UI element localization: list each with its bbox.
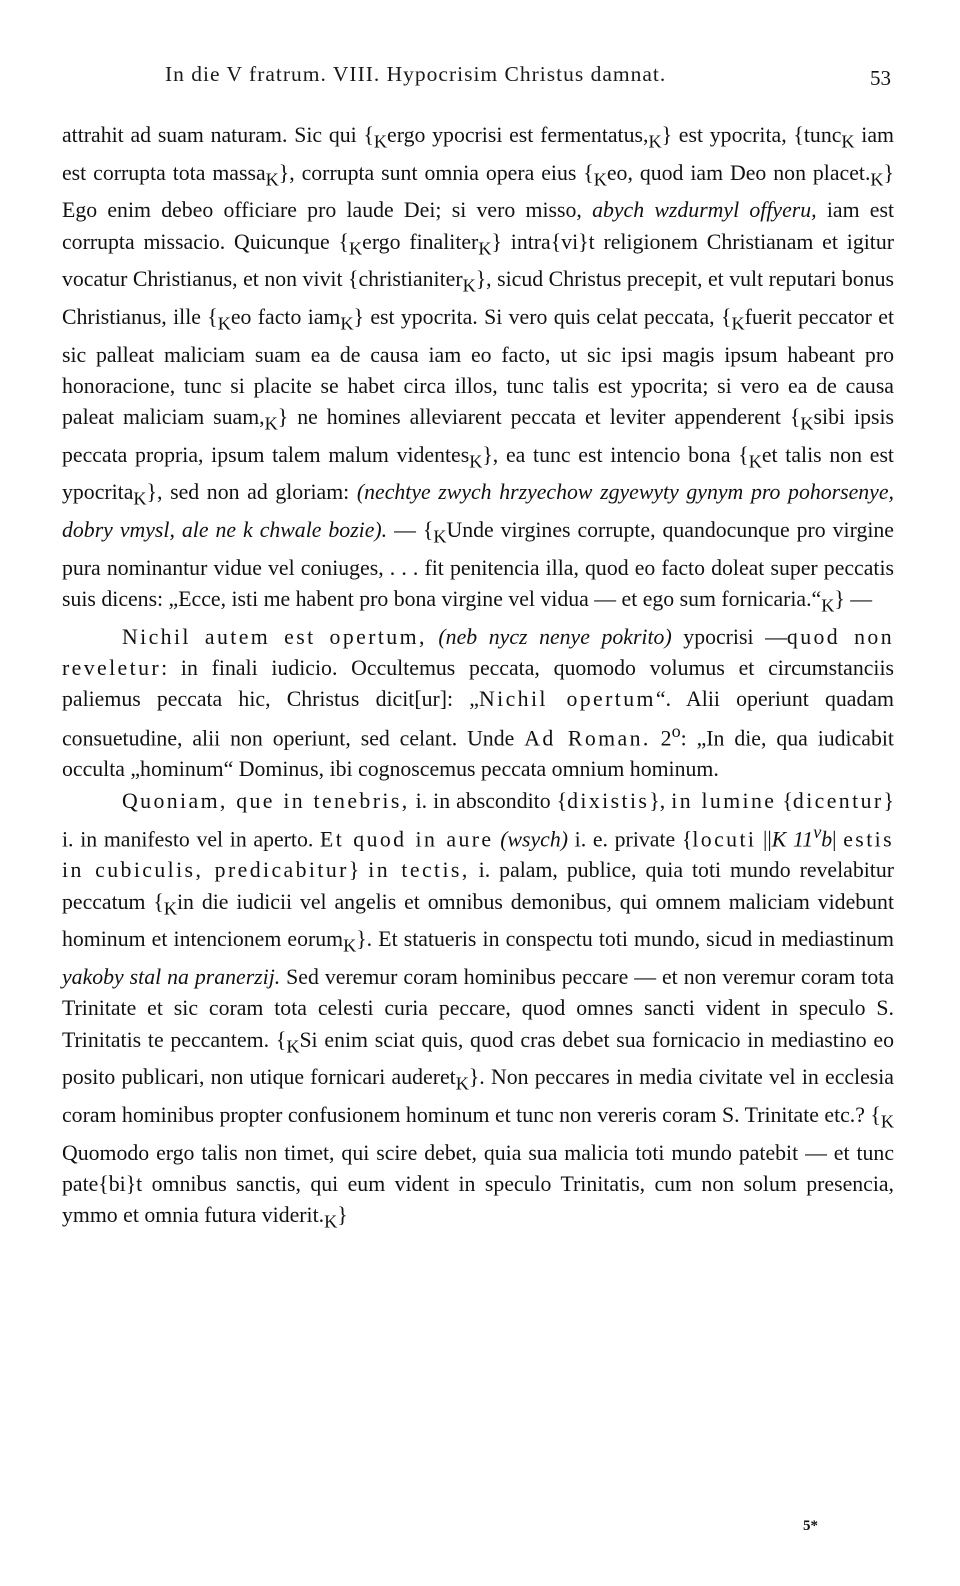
text-run: ergo ypocrisi est fermentatus,: [387, 123, 649, 147]
spaced-run: dixistis: [567, 788, 650, 813]
text-index: K: [593, 169, 607, 190]
text-index: K: [880, 1111, 894, 1132]
text-run: }: [348, 858, 369, 883]
text-index: o: [671, 720, 681, 741]
spaced-run: estis in cubiculis, predicabitur: [62, 827, 894, 883]
text-index: K: [433, 526, 447, 547]
text-run: : „In die, qua iudicabit occulta „hominum“ Dominus, ibi cognoscemus peccata omnium hominum.: [62, 725, 894, 782]
italic-run: (wsych): [500, 827, 568, 852]
spaced-run: locuti: [692, 827, 757, 852]
text-run: ergo finaliter: [362, 229, 479, 254]
text-run: ypocrisi —: [671, 624, 787, 649]
italic-run: b: [821, 827, 833, 852]
text-run: i. e. private {: [567, 827, 693, 852]
paragraph: [62, 622, 894, 786]
text-index: K: [324, 1211, 338, 1232]
text-run: {: [776, 788, 793, 813]
text-run: }. Et statueris in conspectu toti mundo, sicud in mediastinum: [356, 927, 894, 952]
text-run: sibi ipsis peccata propria, ipsum talem malum videntes: [62, 405, 895, 467]
text-run: }, corrupta sunt omnia opera eius {: [278, 160, 594, 185]
text-run: Si enim sciat quis, quod cras debet sua fornicacio in mediastino eo posito publicari, non utique fornicari auderet: [62, 1027, 894, 1090]
paragraph: [62, 786, 894, 1238]
text-run: Quomodo ergo talis non timet, qui scire debet, quia sua malicia toti mundo patebit — et tunc pate{bi}t omnibus sanctis, qui eum vident in speculo Trinitatis, cum non solum presencia, ymmo et omnia futura viderit.: [62, 1140, 894, 1228]
text-index: K: [455, 1073, 469, 1094]
text-run: iam est corrupta tota massa: [62, 123, 894, 185]
text-index: K: [478, 237, 492, 258]
text-index: K: [731, 313, 745, 334]
text-run: } —: [834, 587, 873, 612]
italic-run: (nechtye zwych hrzyechow zgyewyty gynym pro pohorsenye, dobry vmysl, ale ne k chwale bozie).: [62, 480, 894, 543]
text-run: }, sed non ad gloriam:: [146, 480, 357, 505]
text-index: K: [349, 237, 363, 258]
text-run: Sed veremur coram hominibus peccare — et non veremur coram tota Trinitate et sic coram tota celesti curia peccare, quod omnes sancti vident in speculo S. Trinitatis te peccantem. {: [62, 964, 894, 1052]
text-run: }, sicud Christus precepit, et vult reputari bonus Christianus, ille {: [62, 267, 894, 329]
text-run: : in finali iudicio. Occultemus peccata, quomodo volumus et circumstanciis paliemus peccata hic, Christus dicit[ur]: „: [62, 656, 894, 712]
text-run: } i. in manifesto vel in aperto.: [62, 788, 894, 852]
running-head: In die V fratrum. VIII. Hypocrisim Christus damnat.: [165, 62, 667, 86]
spaced-run: in tectis,: [368, 858, 470, 883]
paragraph: [62, 120, 894, 622]
text-index: K: [648, 131, 662, 152]
text-index: v: [813, 821, 822, 842]
signature-mark: 5*: [803, 1518, 818, 1534]
text-index: K: [264, 413, 278, 434]
text-index: K: [462, 275, 476, 296]
spaced-run: quod non reveletur: [62, 624, 894, 681]
text-index: K: [133, 488, 147, 509]
text-run: “. Alii operiunt quadam consuetudine, alii non operiunt, sed celant. Unde: [62, 687, 894, 750]
italic-run: K 11: [771, 827, 814, 852]
text-index: K: [265, 169, 279, 190]
text-index: K: [870, 169, 884, 190]
text-index: K: [748, 451, 762, 472]
text-run: 2: [650, 725, 672, 750]
spaced-run: Quoniam, que in tenebris,: [122, 788, 410, 813]
text-run: iam est corrupta missacio. Quicunque {: [62, 198, 894, 254]
text-run: — {: [387, 518, 434, 543]
spaced-run: Ad Roman.: [524, 725, 651, 750]
page-number: 53: [870, 66, 891, 90]
text-run: fuerit peccator et sic palleat maliciam suam ea de causa iam eo facto, ut sic ipsi magis ipsum habeant pro honoracione, tunc si placite se habet circa illos, tunc talis est ypocrita; si vero ea de causa paleat maliciam suam,: [62, 304, 895, 430]
spaced-run: Et quod in aure: [320, 827, 494, 852]
text-run: in die iudicii vel angelis et omnibus demonibus, qui omnem maliciam videbunt hominum et intencionem eorum: [62, 889, 895, 952]
text-run: } Ego enim debeo officiare pro laude Dei; si vero misso,: [62, 160, 894, 223]
text-run: attrahit ad suam naturam. Sic qui {: [62, 123, 374, 147]
italic-run: abych wzdurmyl offyeru,: [592, 198, 817, 223]
text-run: } intra{vi}t religionem Christianam et igitur vocatur Christianus, et non vivit {christianiter: [62, 229, 894, 292]
text-run: } est ypocrita. Si vero quis celat peccata, {: [353, 304, 732, 329]
text-run: } ne homines alleviarent peccata et leviter appenderent {: [277, 405, 801, 430]
text-run: i. in abscondito {: [409, 788, 568, 813]
text-index: K: [373, 131, 388, 152]
text-run: [427, 625, 439, 649]
text-run: et talis non est ypocrita: [62, 442, 894, 505]
body-text: [62, 120, 894, 1238]
text-run: }: [337, 1203, 348, 1228]
text-index: K: [343, 935, 357, 956]
text-index: K: [821, 595, 835, 616]
spaced-run: Nichil autem est opertum,: [122, 624, 427, 649]
text-index: K: [800, 413, 814, 434]
spaced-run: in lumine: [671, 788, 777, 813]
text-run: eo facto iam: [230, 304, 341, 329]
text-index: K: [340, 313, 354, 334]
text-run: ||: [756, 827, 772, 852]
text-run: }, ea tunc est intencio bona {: [482, 442, 749, 467]
text-index: K: [217, 313, 231, 334]
spaced-run: dicentur: [792, 788, 884, 813]
text-index: K: [163, 898, 177, 919]
text-run: Unde virgines corrupte, quandocunque pro virgine pura nominantur vidue vel coniuges, . . . fit penitencia illa, quod eo facto doleat super peccatis suis dicens: „Ecce, isti me habent pro bona virgine vel vidua — et ego sum fornicaria.“: [62, 518, 894, 612]
text-run: } est ypocrita, {tunc: [661, 123, 842, 147]
text-run: },: [649, 788, 672, 813]
text-run: }. Non peccares in media civitate vel in ecclesia coram hominibus propter confusionem hominum et tunc non vereris coram S. Trinitate etc.? {: [62, 1065, 894, 1127]
spaced-run: Nichil opertum: [478, 687, 656, 712]
italic-run: yakoby stal na pranerzij.: [62, 964, 281, 989]
text-index: K: [286, 1035, 300, 1056]
text-index: K: [469, 451, 483, 472]
text-run: eo, quod iam Deo non placet.: [606, 160, 871, 185]
italic-run: (neb nycz nenye pokrito): [438, 624, 672, 649]
text-index: K: [841, 131, 855, 152]
text-run: |: [832, 827, 844, 852]
text-run: i. palam, publice, quia toti mundo revelabitur peccatum {: [62, 858, 894, 914]
